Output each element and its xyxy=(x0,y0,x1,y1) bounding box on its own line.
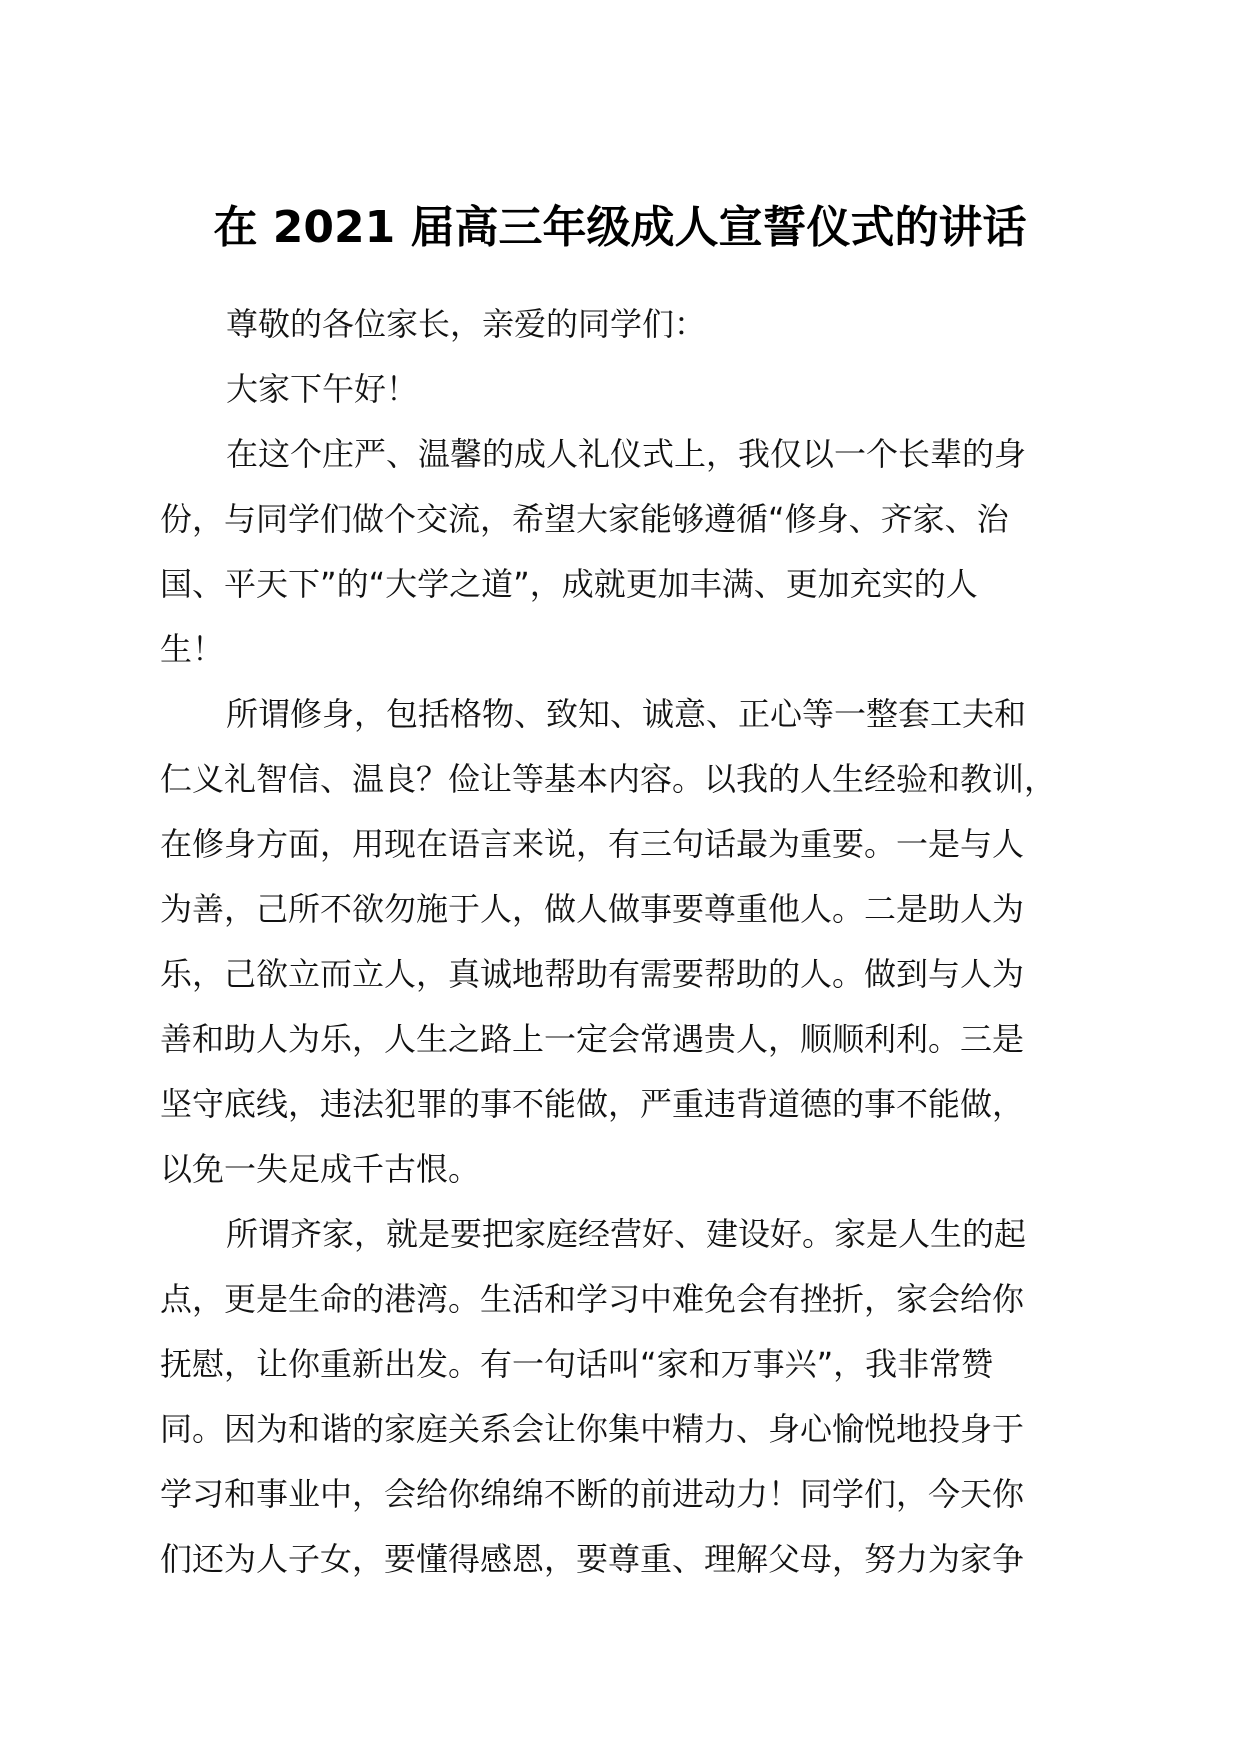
body-line: 生！ xyxy=(160,630,225,668)
body-line: 在修身方面，用现在语言来说，有三句话最为重要。一是与人 xyxy=(160,825,1025,863)
body-line: 所谓修身，包括格物、致知、诚意、正心等一整套工夫和 xyxy=(226,695,1027,733)
document-body xyxy=(160,292,1120,1592)
body-line: 乐，己欲立而立人，真诚地帮助有需要帮助的人。做到与人为 xyxy=(160,955,1025,993)
body-line: 所谓齐家，就是要把家庭经营好、建设好。家是人生的起 xyxy=(226,1215,1027,1253)
body-line: 坚守底线，违法犯罪的事不能做，严重违背道德的事不能做， xyxy=(160,1085,1025,1123)
body-line: 同。因为和谐的家庭关系会让你集中精力、身心愉悦地投身于 xyxy=(160,1410,1025,1448)
body-line: 国、平天下”的“大学之道”，成就更加丰满、更加充实的人 xyxy=(160,565,978,603)
body-line: 尊敬的各位家长，亲爱的同学们： xyxy=(226,305,707,343)
body-line: 抚慰，让你重新出发。有一句话叫“家和万事兴”，我非常赞 xyxy=(160,1345,994,1383)
body-line: 仁义礼智信、温良？俭让等基本内容。以我的人生经验和教训， xyxy=(160,760,1057,798)
body-line: 份，与同学们做个交流，希望大家能够遵循“修身、齐家、治 xyxy=(160,500,1009,538)
body-line: 大家下午好！ xyxy=(226,370,419,408)
body-line: 学习和事业中，会给你绵绵不断的前进动力！同学们，今天你 xyxy=(160,1475,1025,1513)
body-line: 以免一失足成千古恨。 xyxy=(160,1150,481,1188)
document-title: 在 2021 届高三年级成人宣誓仪式的讲话 xyxy=(213,202,1027,253)
body-line: 善和助人为乐，人生之路上一定会常遇贵人，顺顺利利。三是 xyxy=(160,1020,1025,1058)
body-line: 们还为人子女，要懂得感恩，要尊重、理解父母，努力为家争 xyxy=(160,1540,1025,1578)
body-line: 为善，己所不欲勿施于人，做人做事要尊重他人。二是助人为 xyxy=(160,890,1025,928)
body-line: 在这个庄严、温馨的成人礼仪式上，我仅以一个长辈的身 xyxy=(226,435,1027,473)
body-line: 点，更是生命的港湾。生活和学习中难免会有挫折，家会给你 xyxy=(160,1280,1025,1318)
